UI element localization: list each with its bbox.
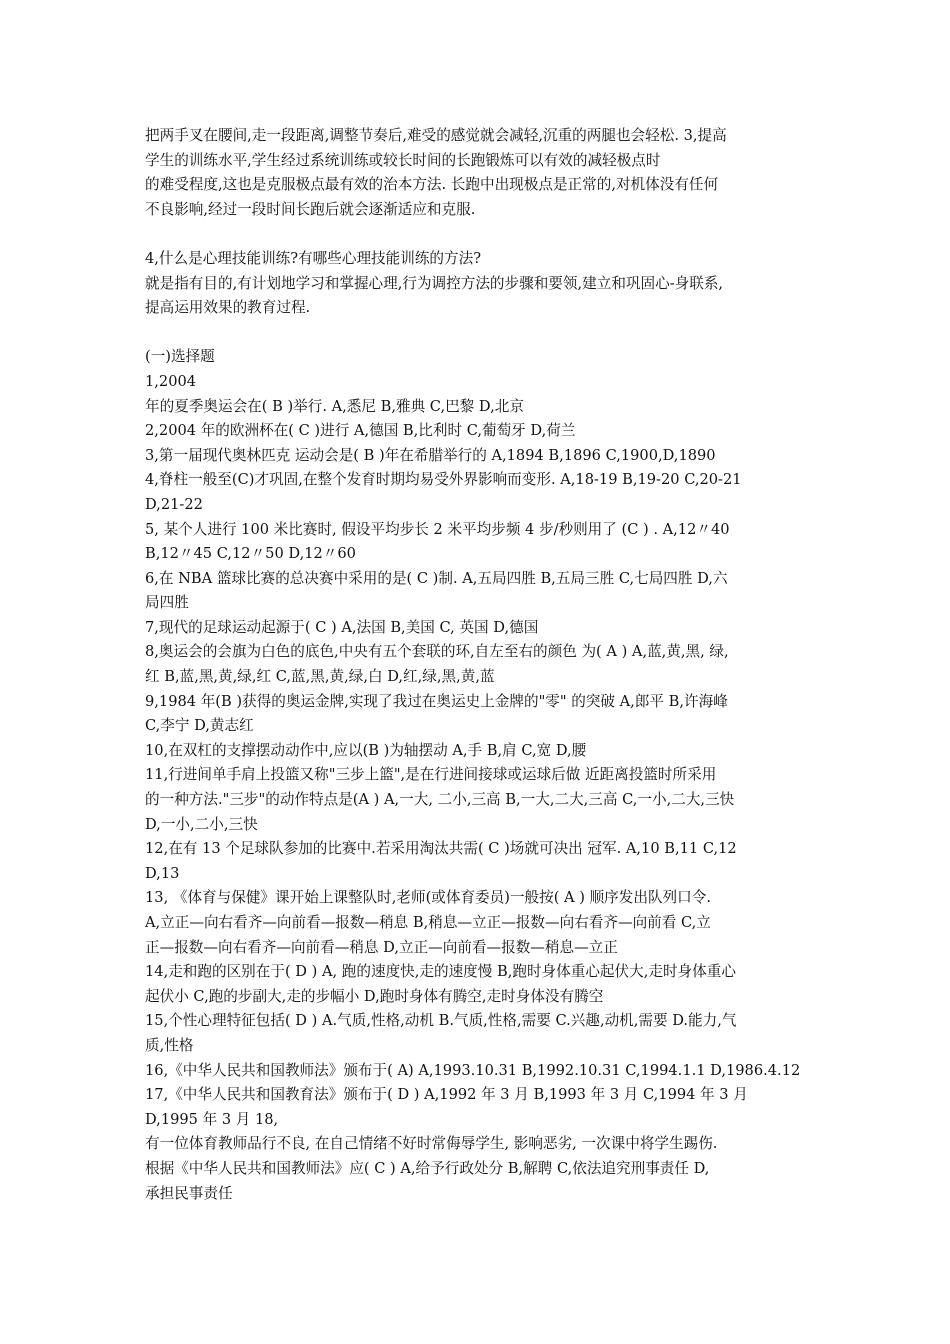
question-line: 红 B,蓝,黑,黄,绿,红 C,蓝,黑,黄,绿,白 D,红,绿,黑,黄,蓝	[145, 668, 495, 686]
question-line: 10,在双杠的支撑摆动动作中,应以(B )为轴摆动 A,手 B,肩 C,宽 D,腰	[145, 741, 587, 759]
question-line: 起伏小 C,跑的步副大,走的步幅小 D,跑时身体有腾空,走时身体没有腾空	[145, 987, 604, 1005]
question-4-answer-line: 就是指有目的,有计划地学习和掌握心理,行为调控方法的步骤和要领,建立和巩固心-身联系,	[145, 274, 724, 292]
question-line: 2,2004 年的欧洲杯在( C )进行 A,德国 B,比利时 C,葡萄牙 D,荷兰	[145, 422, 576, 440]
question-line: 15,个性心理特征包括( D ) A.气质,性格,动机 B.气质,性格,需要 C.兴趣,动机,需要 D.能力,气	[145, 1012, 737, 1030]
question-line: 1,2004	[145, 372, 197, 390]
question-line: A,立正—向右看齐—向前看—报数—稍息 B,稍息—立正—报数—向右看齐—向前看 C,立	[145, 914, 711, 931]
question-line: 13, 《体育与保健》课开始上课整队时,老师(或体育委员)一般按( A ) 顺序发出队列口令.	[145, 889, 711, 907]
question-line: D,一小,二小,三快	[145, 815, 258, 833]
question-line: 有一位体育教师品行不良, 在自己情绪不好时常侮辱学生, 影响恶劣, 一次课中将学生踢伤.	[145, 1135, 718, 1153]
paragraph-line: 不良影响,经过一段时间长跑后就会逐渐适应和克服.	[145, 200, 476, 218]
question-line: B,12〃45 C,12〃50 D,12〃60	[145, 545, 356, 563]
question-line: C,李宁 D,黄志红	[145, 717, 254, 735]
question-line: D,21-22	[145, 495, 203, 513]
question-line: D,1995 年 3 月 18,	[145, 1110, 279, 1128]
question-line: D,13	[145, 864, 180, 882]
question-line: 7,现代的足球运动起源于( C ) A,法国 B,美国 C, 英国 D,德国	[145, 618, 539, 636]
question-line: 8,奥运会的会旗为白色的底色,中央有五个套联的环,自左至右的颜色 为( A ) A,蓝,黄,黑, 绿,	[145, 643, 729, 661]
question-line: 9,1984 年(B )获得的奥运金牌,实现了我过在奥运史上金牌的"零" 的突破 A,郎平 B,许海峰	[145, 692, 728, 710]
question-line: 6,在 NBA 篮球比赛的总决赛中采用的是( C )制. A,五局四胜 B,五局三胜 C,七局四胜 D,六	[145, 569, 728, 587]
question-line: 5, 某个人进行 100 米比赛时, 假设平均步长 2 米平均步频 4 步/秒则用了 (C ) . A,12〃40	[145, 520, 730, 538]
question-line: 12,在有 13 个足球队参加的比赛中.若采用淘汰共需( C )场就可决出 冠军. A,10 B,11 C,12	[145, 840, 737, 858]
multiple-choice-list	[145, 370, 809, 1206]
question-line: 承担民事责任	[145, 1184, 233, 1202]
paragraph-line: 的难受程度,这也是克服极点最有效的治本方法. 长跑中出现极点是正常的,对机体没有任何	[145, 176, 719, 194]
question-line: 17,《中华人民共和国教育法》颁布于( D ) A,1992 年 3 月 B,1993 年 3 月 C,1994 年 3 月	[145, 1086, 748, 1104]
question-line: 16,《中华人民共和国教师法》颁布于( A) A,1993.10.31 B,1992.10.31 C,1994.1.1 D,1986.4.12	[145, 1061, 801, 1079]
question-line: 正—报数—向右看齐—向前看—稍息 D,立正—向前看—报数—稍息—立正	[145, 938, 618, 956]
question-line: 质,性格	[145, 1036, 194, 1054]
question-4-block	[145, 247, 809, 321]
question-line: 的一种方法."三步"的动作特点是(A ) A,一大, 二小,三高 B,一大,二大,三高 C,一小,二大,三快	[145, 791, 735, 809]
question-line: 局四胜	[145, 594, 189, 612]
paragraph-line: 学生的训练水平,学生经过系统训练或较长时间的长跑锻炼可以有效的减轻极点时	[145, 151, 661, 169]
question-line: 3,第一届现代奥林匹克 运动会是( B )年在希腊举行的 A,1894 B,1896 C,1900,D,1890	[145, 446, 716, 464]
document-page	[145, 124, 809, 1206]
question-4-answer-line: 提高运用效果的教育过程.	[145, 299, 311, 317]
section-title: (一)选择题	[145, 348, 215, 366]
question-line: 4,脊柱一般至(C)才巩固,在整个发育时期均易受外界影响而变形. A,18-19 B,19-20 C,20-21	[145, 471, 742, 489]
question-4-title: 4,什么是心理技能训练?有哪些心理技能训练的方法?	[145, 249, 482, 267]
paragraph-line: 把两手叉在腰间,走一段距离,调整节奏后,难受的感觉就会减轻,沉重的两腿也会轻松. 3,提高	[145, 127, 727, 144]
question-line: 根据《中华人民共和国教师法》应( C ) A,给予行政处分 B,解聘 C,依法追究刑事责任 D,	[145, 1159, 710, 1177]
spacer	[145, 222, 809, 247]
question-line: 11,行进间单手肩上投篮又称"三步上篮",是在行进间接球或运球后做 近距离投篮时所采用	[145, 766, 717, 784]
question-line: 14,走和跑的区别在于( D ) A, 跑的速度快,走的速度慢 B,跑时身体重心起伏大,走时身体重心	[145, 963, 736, 981]
paragraph-extreme-point	[145, 124, 809, 222]
spacer	[145, 321, 809, 346]
question-line: 年的夏季奥运会在( B )举行. A,悉尼 B,雅典 C,巴黎 D,北京	[145, 397, 524, 415]
